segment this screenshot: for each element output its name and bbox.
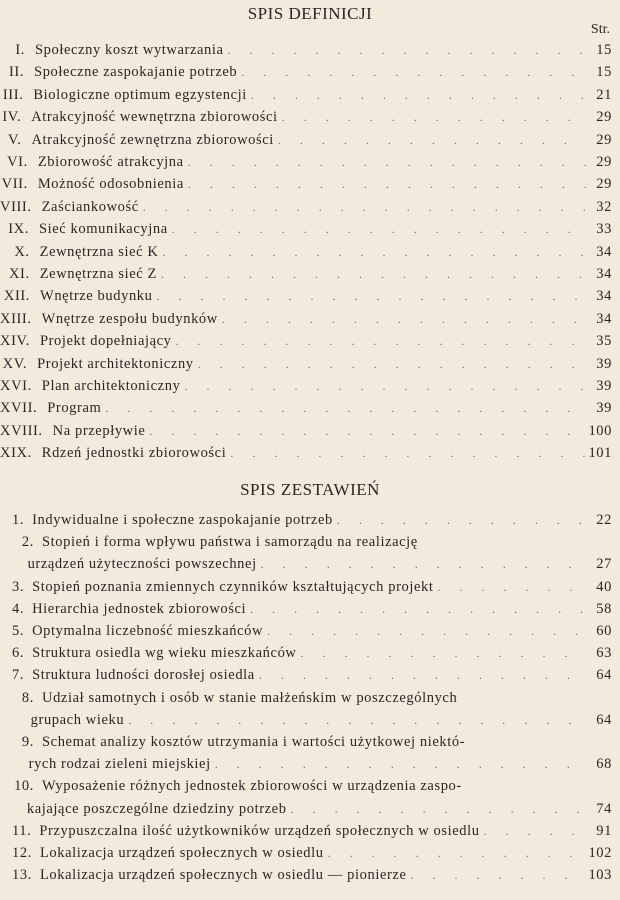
entry-title: Społeczne zaspokajanie potrzeb	[34, 64, 238, 81]
dot-leader	[263, 624, 586, 639]
dot-leader	[153, 289, 586, 304]
definition-entry	[0, 221, 612, 238]
dot-leader	[145, 424, 586, 439]
page-column-label: Str.	[590, 22, 610, 37]
entry-page-number: 34	[596, 288, 612, 305]
definition-entry	[0, 109, 612, 126]
entry-title: Społeczny koszt wytwarzania	[35, 42, 224, 58]
entry-number: 6.	[12, 645, 25, 662]
dot-leader	[274, 133, 586, 148]
dot-leader	[211, 757, 586, 772]
entry-title: Lokalizacja urządzeń społecznych w osiedlu	[39, 845, 324, 861]
entry-title: Projekt architektoniczny	[37, 355, 194, 372]
entry-numeral: IV.	[2, 109, 22, 126]
dot-leader	[168, 222, 586, 237]
definition-entry	[0, 400, 612, 417]
entry-numeral: XV.	[2, 355, 28, 372]
entry-numeral: XII.	[3, 288, 31, 305]
definition-entry	[0, 288, 612, 305]
entry-title: Na przepływie	[52, 422, 146, 439]
definition-entry	[0, 356, 612, 373]
entry-numeral: XVIII.	[0, 422, 43, 439]
dot-leader	[255, 668, 586, 683]
entry-title: Zewnętrzna sieć K	[39, 243, 159, 260]
entry-page-number: 27	[596, 556, 612, 573]
entry-title: Stopień i forma wpływu państwa i samorządu na realizację	[42, 534, 418, 551]
entry-page-number: 58	[596, 600, 612, 617]
table-entry-line	[12, 690, 612, 707]
dot-leader	[224, 43, 586, 58]
entry-title: Zaściankowość	[41, 198, 139, 215]
dot-leader	[101, 401, 586, 416]
entry-page-number: 39	[596, 378, 612, 394]
definitions-heading: SPIS DEFINICJI	[247, 4, 373, 23]
entry-number: 12.	[12, 845, 32, 861]
entry-number: 4.	[12, 600, 25, 617]
table-entry	[12, 623, 612, 640]
entry-page-number: 101	[588, 445, 612, 462]
dot-leader	[139, 200, 586, 215]
entry-page-number: 21	[596, 86, 612, 103]
definition-entry	[0, 132, 612, 149]
entry-page-number: 63	[596, 645, 612, 662]
entry-title: Udział samotnych i osób w stanie małżeńskim w poszczególnych	[42, 689, 458, 706]
dot-leader	[287, 802, 586, 817]
entry-numeral: X.	[14, 243, 30, 260]
table-entry	[12, 556, 612, 573]
entry-number: 10.	[14, 778, 34, 795]
entry-title: Optymalna liczebność mieszkańców	[32, 623, 264, 639]
entry-number: 3.	[12, 578, 25, 595]
dot-leader	[184, 155, 586, 170]
entry-number: 7.	[12, 667, 25, 684]
dot-leader	[333, 513, 586, 528]
entry-page-number: 64	[596, 711, 612, 728]
entry-numeral: IX.	[8, 221, 29, 238]
dot-leader	[434, 580, 587, 595]
entry-title: Stopień poznania zmiennych czynników kształtujących projekt	[32, 578, 434, 595]
definition-entry	[0, 333, 612, 350]
dot-leader	[226, 446, 586, 461]
entry-title: rych rodzai zieleni miejskiej	[28, 756, 211, 773]
entry-title: Lokalizacja urządzeń społecznych w osiedlu — pionierze	[39, 867, 407, 884]
entry-title: Projekt dopełniający	[39, 333, 172, 350]
entry-page-number: 29	[596, 154, 612, 170]
dot-leader	[407, 868, 587, 883]
entry-title: Wyposażenie różnych jednostek zbiorowości w urządzenia zaspo-	[42, 778, 462, 795]
definition-entry	[0, 176, 612, 193]
definition-entry	[0, 199, 612, 216]
table-entry	[12, 601, 612, 618]
entry-page-number: 35	[596, 333, 612, 350]
entry-page-number: 33	[596, 221, 612, 238]
definition-entry	[0, 87, 612, 104]
dot-leader	[159, 245, 586, 260]
entry-page-number: 29	[596, 176, 612, 193]
table-entry	[12, 867, 612, 884]
entry-title: Program	[47, 400, 102, 417]
entry-title: Plan architektoniczny	[41, 378, 181, 394]
entry-number: 13.	[12, 867, 32, 884]
entry-title: Schemat analizy kosztów utrzymania i wartości użytkowej niektó-	[42, 734, 466, 750]
entry-numeral: I.	[15, 42, 26, 58]
table-entry-line	[12, 778, 612, 795]
entry-page-number: 39	[596, 400, 612, 417]
dot-leader	[157, 267, 586, 282]
entry-title: Przypuszczalna ilość użytkowników urządzeń społecznych w osiedlu	[39, 822, 480, 839]
dot-leader	[218, 312, 586, 327]
entry-title: Zewnętrzna sieć Z	[39, 266, 157, 282]
entry-number: 8.	[21, 689, 34, 706]
entry-title: kajające poszczególne dziedziny potrzeb	[26, 800, 287, 817]
entry-title: grupach wieku	[30, 711, 125, 728]
table-entry	[12, 801, 612, 818]
dot-leader	[180, 379, 586, 394]
entry-number: 5.	[12, 623, 25, 639]
entry-number: 1.	[12, 512, 25, 528]
entry-page-number: 103	[588, 867, 612, 884]
entry-page-number: 100	[588, 422, 612, 439]
entry-page-number: 34	[596, 243, 612, 260]
entry-title: Możność odosobnienia	[37, 176, 184, 193]
table-entry	[12, 645, 612, 662]
entry-numeral: III.	[2, 86, 24, 103]
entry-title: Atrakcyjność zewnętrzna zbiorowości	[31, 131, 274, 148]
dot-leader	[324, 846, 586, 861]
dot-leader	[278, 110, 586, 125]
dot-leader	[194, 357, 586, 372]
dot-leader	[297, 646, 587, 661]
definition-entry	[0, 311, 612, 328]
entry-title: Sieć komunikacyjna	[38, 221, 168, 238]
definition-entry	[0, 154, 612, 171]
entry-page-number: 40	[596, 578, 612, 595]
entry-number: 2.	[21, 534, 34, 551]
entry-page-number: 39	[596, 355, 612, 372]
entry-page-number: 34	[596, 310, 612, 327]
entry-numeral: XVI.	[0, 378, 32, 394]
definition-entry	[0, 423, 612, 440]
entry-page-number: 102	[588, 845, 612, 861]
entry-title: Indywidualne i społeczne zaspokajanie potrzeb	[32, 512, 333, 528]
entry-title: Atrakcyjność wewnętrzna zbiorowości	[31, 109, 278, 126]
dot-leader	[246, 602, 586, 617]
dot-leader	[184, 177, 586, 192]
entry-page-number: 15	[596, 64, 612, 81]
entry-page-number: 34	[596, 266, 612, 282]
dot-leader	[247, 88, 586, 103]
entry-numeral: VI.	[7, 154, 28, 170]
entry-page-number: 60	[596, 623, 612, 639]
entry-page-number: 22	[596, 512, 612, 528]
table-entry	[12, 579, 612, 596]
entry-page-number: 68	[596, 756, 612, 773]
entry-page-number: 32	[596, 198, 612, 215]
definition-entry	[0, 266, 612, 283]
entry-numeral: XI.	[8, 266, 30, 282]
entry-numeral: II.	[8, 64, 25, 81]
table-entry	[12, 845, 612, 862]
definition-entry	[0, 244, 612, 261]
entry-title: urządzeń użyteczności powszechnej	[27, 556, 257, 573]
entry-numeral: XIV.	[0, 333, 30, 350]
entry-numeral: V.	[8, 131, 22, 148]
definition-entry	[0, 42, 612, 59]
entry-title: Rdzeń jednostki zbiorowości	[41, 445, 227, 462]
entry-numeral: VII.	[1, 176, 28, 193]
definition-entry	[0, 64, 612, 81]
entry-title: Wnętrze zespołu budynków	[41, 310, 218, 327]
dot-leader	[124, 713, 586, 728]
entry-numeral: XVII.	[0, 400, 38, 417]
entry-page-number: 64	[596, 667, 612, 684]
entry-page-number: 91	[596, 822, 612, 839]
entry-title: Zbiorowość atrakcyjna	[37, 154, 184, 170]
table-entry	[12, 823, 612, 840]
dot-leader	[480, 824, 586, 839]
entry-numeral: XIII.	[0, 310, 32, 327]
entry-title: Struktura osiedla wg wieku mieszkańców	[32, 645, 297, 662]
tables-heading: SPIS ZESTAWIEŃ	[240, 480, 380, 499]
entry-title: Biologiczne optimum egzystencji	[33, 86, 247, 103]
entry-title: Hierarchia jednostek zbiorowości	[32, 600, 247, 617]
entry-page-number: 74	[596, 800, 612, 817]
entry-numeral: XIX.	[0, 445, 32, 462]
entry-numeral: VIII.	[0, 198, 32, 215]
definition-entry	[0, 445, 612, 462]
entry-page-number: 15	[596, 42, 612, 58]
table-entry-line	[12, 534, 612, 551]
dot-leader	[172, 334, 586, 349]
entry-number: 9.	[21, 734, 34, 750]
entry-title: Wnętrze budynku	[40, 288, 153, 305]
entry-number: 11.	[12, 822, 32, 839]
dot-leader	[237, 65, 586, 80]
table-entry	[12, 756, 612, 773]
table-entry	[12, 712, 612, 729]
entry-title: Struktura ludności dorosłej osiedla	[32, 667, 255, 684]
table-entry	[12, 512, 612, 529]
table-entry	[12, 667, 612, 684]
entry-page-number: 29	[596, 109, 612, 126]
dot-leader	[257, 557, 586, 572]
entry-page-number: 29	[596, 131, 612, 148]
table-entry-line	[12, 734, 612, 751]
definition-entry	[0, 378, 612, 395]
